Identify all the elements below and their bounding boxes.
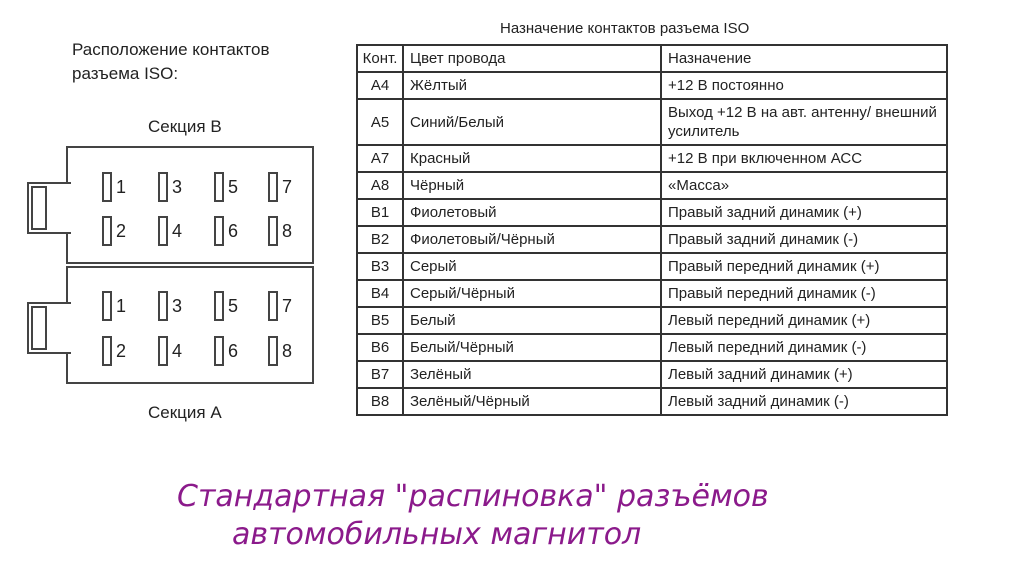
pin-slot [102,336,112,366]
pin-slot [268,291,278,321]
cell-wire-color: Фиолетовый [403,199,661,226]
caption [0,478,1024,554]
pin-number: 2 [116,340,127,361]
section-a-label: Секция А [148,403,222,422]
cell-function: Выход +12 В на авт. антенну/ внешний усилитель [661,99,947,145]
header-function: Назначение [661,45,947,72]
cell-function: +12 В постоянно [661,72,947,99]
cell-function: Левый задний динамик (-) [661,388,947,415]
header-contact: Конт. [357,45,403,72]
cell-contact: A7 [357,145,403,172]
cell-contact: B2 [357,226,403,253]
cell-contact: B7 [357,361,403,388]
cell-function: Левый передний динамик (+) [661,307,947,334]
cell-function: Правый задний динамик (-) [661,226,947,253]
pin [268,172,292,202]
connector-layout-title [72,38,270,86]
cell-contact: A8 [357,172,403,199]
cell-contact: B4 [357,280,403,307]
cell-wire-color: Белый/Чёрный [403,334,661,361]
pin-number: 1 [116,176,127,197]
pin [102,291,126,321]
table-row [357,361,947,388]
cell-wire-color: Жёлтый [403,72,661,99]
section-b-label: Секция В [148,117,222,136]
cell-wire-color: Синий/Белый [403,99,661,145]
cell-contact: B8 [357,388,403,415]
cell-contact: B6 [357,334,403,361]
cell-contact: A4 [357,72,403,99]
cell-function: Левый передний динамик (-) [661,334,947,361]
pin-slot [214,291,224,321]
section-b-latch-slot [31,186,47,230]
pin-number: 6 [228,220,239,241]
pin-slot [158,172,168,202]
cell-wire-color: Фиолетовый/Чёрный [403,226,661,253]
pin-number: 2 [116,220,127,241]
pin-slot [158,291,168,321]
cell-function: Правый передний динамик (+) [661,253,947,280]
pin [158,336,182,366]
caption-line1: Стандартная "распиновка" разъёмов [177,479,769,514]
table-title: Назначение контактов разъема ISO [500,20,750,37]
cell-function: Правый задний динамик (+) [661,199,947,226]
cell-function: Правый передний динамик (-) [661,280,947,307]
table-row [357,99,947,145]
pin-number: 1 [116,295,127,316]
table-header-row [357,45,947,72]
pin [158,172,182,202]
pin-slot [102,291,112,321]
pin-slot [268,172,278,202]
pin [214,216,238,246]
cell-wire-color: Серый/Чёрный [403,280,661,307]
pin [214,336,238,366]
cell-contact: B5 [357,307,403,334]
table-row [357,145,947,172]
pin [268,336,292,366]
pin-number: 4 [172,340,183,361]
connector-layout-title-line1: Расположение контактов [72,40,270,59]
cell-contact: A5 [357,99,403,145]
pin-number: 7 [282,176,293,197]
table-row [357,334,947,361]
cell-function: Левый задний динамик (+) [661,361,947,388]
caption-line2: автомобильных магнитол [232,517,642,552]
pin-slot [158,336,168,366]
cell-wire-color: Зелёный/Чёрный [403,388,661,415]
section-b-body [66,146,314,264]
cell-wire-color: Серый [403,253,661,280]
pin-number: 3 [172,295,183,316]
table-row [357,226,947,253]
connector-layout-title-line2: разъема ISO: [72,64,179,83]
pin-number: 5 [228,176,239,197]
table-row [357,172,947,199]
pin-slot [214,336,224,366]
pin [268,216,292,246]
pin-slot [158,216,168,246]
cell-function: «Масса» [661,172,947,199]
pin [102,172,126,202]
pin-slot [102,216,112,246]
cell-wire-color: Красный [403,145,661,172]
pin [102,336,126,366]
pin-number: 5 [228,295,239,316]
iso-pinout-table [356,44,948,416]
pin-slot [268,216,278,246]
pin [158,291,182,321]
cell-function: +12 В при включенном АСС [661,145,947,172]
table-row [357,280,947,307]
table-row [357,307,947,334]
pin-number: 7 [282,295,293,316]
pin-slot [214,172,224,202]
cell-wire-color: Чёрный [403,172,661,199]
section-a-latch-slot [31,306,47,350]
pin-number: 8 [282,340,293,361]
cell-wire-color: Зелёный [403,361,661,388]
pin-number: 6 [228,340,239,361]
cell-contact: B3 [357,253,403,280]
table-row [357,388,947,415]
pin [214,291,238,321]
cell-wire-color: Белый [403,307,661,334]
pin-slot [214,216,224,246]
pin [102,216,126,246]
pin-slot [268,336,278,366]
cell-contact: B1 [357,199,403,226]
pin-slot [102,172,112,202]
pin-number: 3 [172,176,183,197]
section-a-body [66,266,314,384]
table-row [357,253,947,280]
pin-number: 4 [172,220,183,241]
pin-number: 8 [282,220,293,241]
table-row [357,72,947,99]
header-wire-color: Цвет провода [403,45,661,72]
pin [268,291,292,321]
pin [158,216,182,246]
table-row [357,199,947,226]
pin [214,172,238,202]
